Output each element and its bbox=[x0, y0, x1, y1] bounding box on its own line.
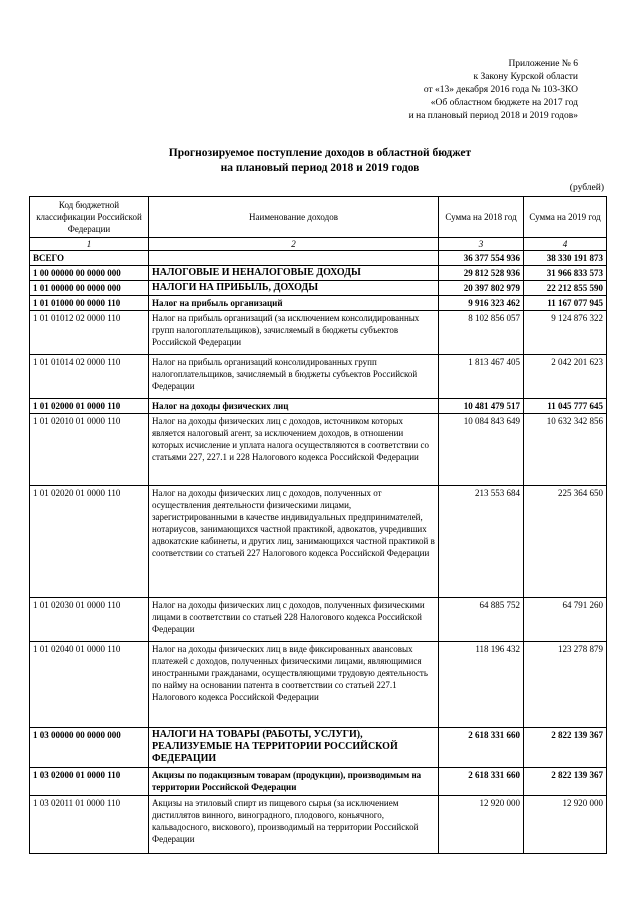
table-row bbox=[30, 486, 607, 598]
row-code: 1 01 00000 00 0000 000 bbox=[30, 281, 149, 296]
row-sum-2019: 64 791 260 bbox=[524, 598, 607, 642]
row-sum-2018: 2 618 331 660 bbox=[439, 768, 524, 796]
row-sum-2018: 10 084 843 649 bbox=[439, 414, 524, 486]
document-title bbox=[90, 146, 550, 176]
appendix-line: и на плановый период 2018 и 2019 годов» bbox=[408, 111, 578, 121]
table-row bbox=[30, 642, 607, 728]
row-sum-2019: 123 278 879 bbox=[524, 642, 607, 728]
row-name: Налог на прибыль организаций (за исключением консолидированных групп налогоплательщиков), зачисляемый в бюджеты субъектов Российской Федерации bbox=[149, 311, 439, 355]
table-row bbox=[30, 266, 607, 281]
row-name: Налог на прибыль организаций консолидированных групп налогоплательщиков, зачисляемый в бюджеты субъектов Российской Федерации bbox=[149, 355, 439, 399]
row-sum-2019: 2 822 139 367 bbox=[524, 768, 607, 796]
row-code: 1 01 01000 00 0000 110 bbox=[30, 296, 149, 311]
row-name bbox=[149, 251, 439, 266]
row-name: Налог на прибыль организаций bbox=[149, 296, 439, 311]
row-name: Налог на доходы физических лиц bbox=[149, 399, 439, 414]
column-number: 2 bbox=[149, 238, 439, 251]
table-row bbox=[30, 296, 607, 311]
row-sum-2018: 118 196 432 bbox=[439, 642, 524, 728]
row-name: Налог на доходы физических лиц с доходов, полученных от осуществления деятельности физическими лицами, зарегистрированными в качестве индивидуальных предпринимателей, нотариусов, занимающихся частной практикой, адвокатов, учредивших адвокатские кабинеты, и других лиц, занимающихся частной практикой в соответствии со статьей 227 Налогового кодекса Российской Федерации bbox=[149, 486, 439, 598]
row-sum-2019: 11 167 077 945 bbox=[524, 296, 607, 311]
row-sum-2019: 9 124 876 322 bbox=[524, 311, 607, 355]
table-row bbox=[30, 768, 607, 796]
column-number: 4 bbox=[524, 238, 607, 251]
appendix-line: Приложение № 6 bbox=[508, 59, 578, 69]
row-code: 1 01 02040 01 0000 110 bbox=[30, 642, 149, 728]
row-name: Акцизы по подакцизным товарам (продукции), производимым на территории Российской Федерации bbox=[149, 768, 439, 796]
row-sum-2019: 11 045 777 645 bbox=[524, 399, 607, 414]
table-row bbox=[30, 414, 607, 486]
table-row bbox=[30, 399, 607, 414]
row-sum-2018: 9 916 323 462 bbox=[439, 296, 524, 311]
revenue-table bbox=[29, 196, 607, 854]
appendix-line: от «13» декабря 2016 года № 103-ЗКО bbox=[423, 85, 578, 95]
row-sum-2018: 36 377 554 936 bbox=[439, 251, 524, 266]
table-row bbox=[30, 311, 607, 355]
appendix-line: «Об областном бюджете на 2017 год bbox=[430, 98, 578, 108]
row-sum-2019: 2 042 201 623 bbox=[524, 355, 607, 399]
row-name: Налог на доходы физических лиц с доходов, полученных физическими лицами в соответствии со статьей 228 Налогового кодекса Российской Федерации bbox=[149, 598, 439, 642]
table-row bbox=[30, 251, 607, 266]
table-row bbox=[30, 728, 607, 768]
row-name: Налог на доходы физических лиц в виде фиксированных авансовых платежей с доходов, полученных физическими лицами, являющимися иностранными гражданами, осуществляющими трудовую деятельность по найму на основании патента в соответствии со статьей 227.1 Налогового кодекса Российской Федерации bbox=[149, 642, 439, 728]
row-sum-2019: 22 212 855 590 bbox=[524, 281, 607, 296]
table-header-row bbox=[30, 197, 607, 238]
header-name: Наименование доходов bbox=[149, 197, 439, 238]
row-code: 1 01 02030 01 0000 110 bbox=[30, 598, 149, 642]
row-code: 1 01 02000 01 0000 110 bbox=[30, 399, 149, 414]
table-body bbox=[30, 251, 607, 854]
row-sum-2018: 1 813 467 405 bbox=[439, 355, 524, 399]
row-name: НАЛОГИ НА ТОВАРЫ (РАБОТЫ, УСЛУГИ), РЕАЛИЗУЕМЫЕ НА ТЕРРИТОРИИ РОССИЙСКОЙ ФЕДЕРАЦИИ bbox=[149, 728, 439, 768]
row-sum-2018: 29 812 528 936 bbox=[439, 266, 524, 281]
unit-label: (рублей) bbox=[569, 183, 604, 193]
table-row bbox=[30, 796, 607, 854]
row-code: 1 01 01014 02 0000 110 bbox=[30, 355, 149, 399]
row-sum-2018: 20 397 802 979 bbox=[439, 281, 524, 296]
header-sum-2019: Сумма на 2019 год bbox=[524, 197, 607, 238]
row-code: ВСЕГО bbox=[30, 251, 149, 266]
row-sum-2018: 64 885 752 bbox=[439, 598, 524, 642]
row-code: 1 03 00000 00 0000 000 bbox=[30, 728, 149, 768]
row-sum-2019: 38 330 191 873 bbox=[524, 251, 607, 266]
row-sum-2018: 12 920 000 bbox=[439, 796, 524, 854]
row-code: 1 03 02011 01 0000 110 bbox=[30, 796, 149, 854]
row-code: 1 01 02010 01 0000 110 bbox=[30, 414, 149, 486]
table-row bbox=[30, 281, 607, 296]
header-code: Код бюджетной классификации Российской Федерации bbox=[30, 197, 149, 238]
row-code: 1 01 01012 02 0000 110 bbox=[30, 311, 149, 355]
row-name: Налог на доходы физических лиц с доходов, источником которых является налоговый агент, за исключением доходов, в отношении которых исчисление и уплата налога осуществляются в соответствии со статьями 227, 227.1 и 228 Налогового кодекса Российской Федерации bbox=[149, 414, 439, 486]
row-name: Акцизы на этиловый спирт из пищевого сырья (за исключением дистиллятов винного, виноградного, плодового, коньячного, кальвадосного, вискового), производимый на территории Российской Федерации bbox=[149, 796, 439, 854]
row-sum-2018: 2 618 331 660 bbox=[439, 728, 524, 768]
row-sum-2018: 213 553 684 bbox=[439, 486, 524, 598]
column-number: 3 bbox=[439, 238, 524, 251]
title-line-1: Прогнозируемое поступление доходов в областной бюджет bbox=[168, 147, 472, 159]
column-number-row bbox=[30, 238, 607, 251]
row-sum-2018: 10 481 479 517 bbox=[439, 399, 524, 414]
row-name: НАЛОГИ НА ПРИБЫЛЬ, ДОХОДЫ bbox=[149, 281, 439, 296]
row-name: НАЛОГОВЫЕ И НЕНАЛОГОВЫЕ ДОХОДЫ bbox=[149, 266, 439, 281]
row-sum-2019: 31 966 833 573 bbox=[524, 266, 607, 281]
table-row bbox=[30, 355, 607, 399]
row-sum-2018: 8 102 856 057 bbox=[439, 311, 524, 355]
row-sum-2019: 12 920 000 bbox=[524, 796, 607, 854]
column-number: 1 bbox=[30, 238, 149, 251]
table-row bbox=[30, 598, 607, 642]
row-sum-2019: 225 364 650 bbox=[524, 486, 607, 598]
title-line-2: на плановый период 2018 и 2019 годов bbox=[220, 162, 420, 174]
row-sum-2019: 2 822 139 367 bbox=[524, 728, 607, 768]
header-sum-2018: Сумма на 2018 год bbox=[439, 197, 524, 238]
row-code: 1 03 02000 01 0000 110 bbox=[30, 768, 149, 796]
row-sum-2019: 10 632 342 856 bbox=[524, 414, 607, 486]
appendix-line: к Закону Курской области bbox=[473, 72, 578, 82]
row-code: 1 00 00000 00 0000 000 bbox=[30, 266, 149, 281]
row-code: 1 01 02020 01 0000 110 bbox=[30, 486, 149, 598]
appendix-header bbox=[330, 58, 578, 123]
